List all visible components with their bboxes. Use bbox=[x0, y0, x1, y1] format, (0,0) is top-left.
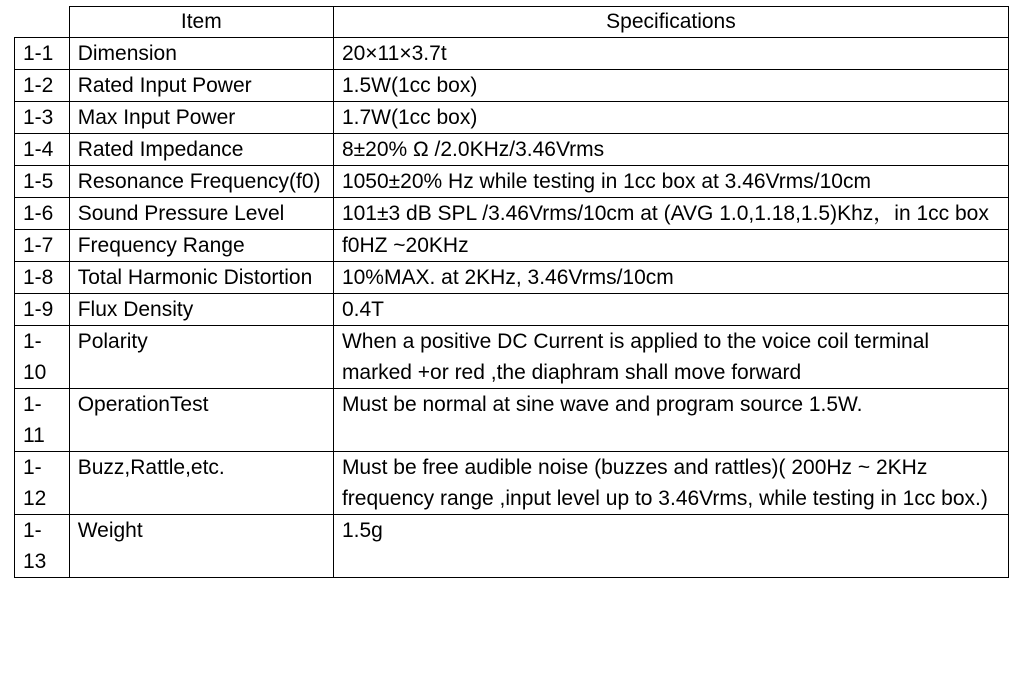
row-spec: 1.5g bbox=[333, 515, 1008, 578]
table-row bbox=[15, 452, 1009, 515]
row-spec: 20×11×3.7t bbox=[333, 38, 1008, 70]
row-item: Weight bbox=[69, 515, 333, 578]
header-item: Item bbox=[69, 7, 333, 38]
table-row bbox=[15, 515, 1009, 578]
row-item: Buzz,Rattle,etc. bbox=[69, 452, 333, 515]
row-number: 1-7 bbox=[15, 230, 70, 262]
row-number: 1-3 bbox=[15, 102, 70, 134]
row-spec: 1.7W(1cc box) bbox=[333, 102, 1008, 134]
row-spec: f0HZ ~20KHz bbox=[333, 230, 1008, 262]
row-spec: 1050±20% Hz while testing in 1cc box at 3.46Vrms/10cm bbox=[333, 166, 1008, 198]
row-item: Frequency Range bbox=[69, 230, 333, 262]
table-row bbox=[15, 230, 1009, 262]
row-item: Total Harmonic Distortion bbox=[69, 262, 333, 294]
row-number: 1-11 bbox=[15, 389, 70, 452]
row-number: 1-12 bbox=[15, 452, 70, 515]
row-item: Polarity bbox=[69, 326, 333, 389]
table-row bbox=[15, 38, 1009, 70]
row-spec: 1.5W(1cc box) bbox=[333, 70, 1008, 102]
row-item: Sound Pressure Level bbox=[69, 198, 333, 230]
table-row bbox=[15, 102, 1009, 134]
row-spec: 10%MAX. at 2KHz, 3.46Vrms/10cm bbox=[333, 262, 1008, 294]
specifications-table bbox=[14, 6, 1009, 578]
header-corner bbox=[15, 7, 70, 38]
header-specifications: Specifications bbox=[333, 7, 1008, 38]
row-spec: When a positive DC Current is applied to the voice coil terminal marked +or red ,the diaphram shall move forward bbox=[333, 326, 1008, 389]
row-number: 1-4 bbox=[15, 134, 70, 166]
row-item: Rated Input Power bbox=[69, 70, 333, 102]
row-spec: Must be free audible noise (buzzes and rattles)( 200Hz ~ 2KHz frequency range ,input level up to 3.46Vrms, while testing in 1cc box.) bbox=[333, 452, 1008, 515]
row-item: Flux Density bbox=[69, 294, 333, 326]
row-item: OperationTest bbox=[69, 389, 333, 452]
row-item: Max Input Power bbox=[69, 102, 333, 134]
table-row bbox=[15, 262, 1009, 294]
row-spec: Must be normal at sine wave and program source 1.5W. bbox=[333, 389, 1008, 452]
table-row bbox=[15, 166, 1009, 198]
row-number: 1-6 bbox=[15, 198, 70, 230]
row-item: Resonance Frequency(f0) bbox=[69, 166, 333, 198]
row-number: 1-13 bbox=[15, 515, 70, 578]
table-row bbox=[15, 198, 1009, 230]
row-number: 1-8 bbox=[15, 262, 70, 294]
row-spec: 101±3 dB SPL /3.46Vrms/10cm at (AVG 1.0,1.18,1.5)Khz，in 1cc box bbox=[333, 198, 1008, 230]
table-row bbox=[15, 134, 1009, 166]
table-row bbox=[15, 294, 1009, 326]
header-row bbox=[15, 7, 1009, 38]
row-item: Dimension bbox=[69, 38, 333, 70]
row-spec: 8±20% Ω /2.0KHz/3.46Vrms bbox=[333, 134, 1008, 166]
table-row bbox=[15, 70, 1009, 102]
table-row bbox=[15, 326, 1009, 389]
row-spec: 0.4T bbox=[333, 294, 1008, 326]
row-item: Rated Impedance bbox=[69, 134, 333, 166]
row-number: 1-10 bbox=[15, 326, 70, 389]
row-number: 1-2 bbox=[15, 70, 70, 102]
row-number: 1-5 bbox=[15, 166, 70, 198]
row-number: 1-9 bbox=[15, 294, 70, 326]
table-row bbox=[15, 389, 1009, 452]
row-number: 1-1 bbox=[15, 38, 70, 70]
